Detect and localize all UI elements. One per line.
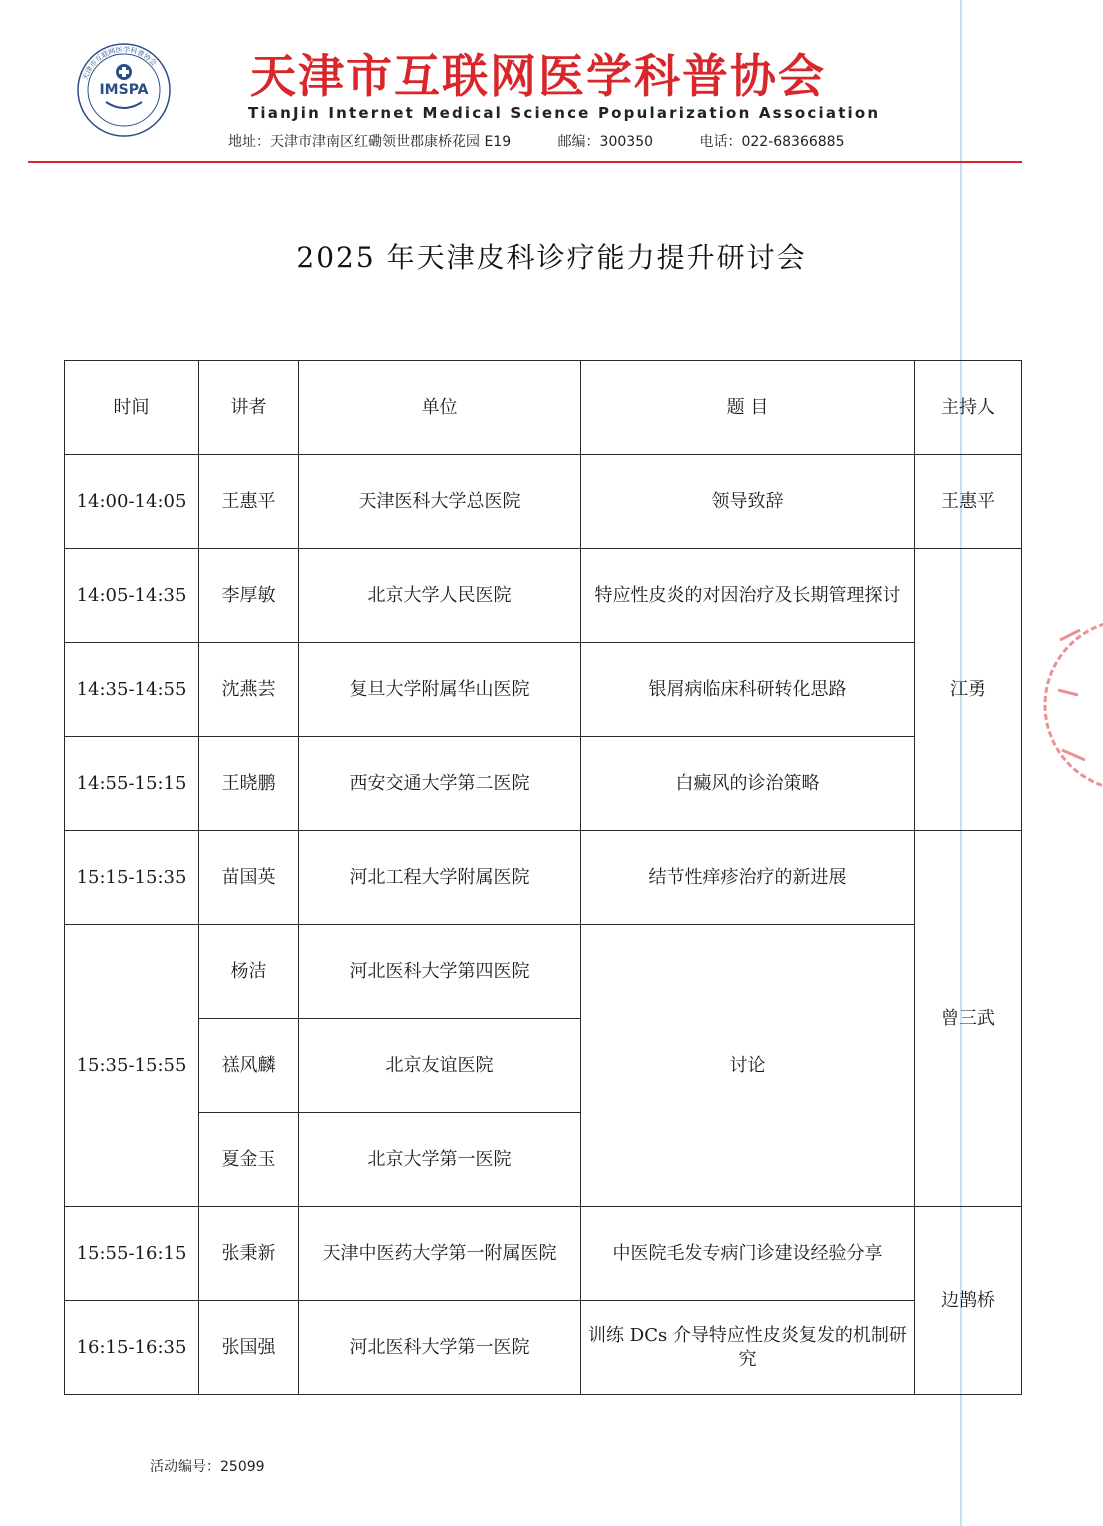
topic-cell: 银屑病临床科研转化思路 [581,643,915,737]
org-cell: 西安交通大学第二医院 [299,737,581,831]
org-cell: 河北医科大学第一医院 [299,1301,581,1395]
speaker-cell: 张国强 [199,1301,299,1395]
topic-cell: 讨论 [581,925,915,1207]
logo-text: IMSPA [99,82,149,98]
time-cell: 14:35-14:55 [65,643,199,737]
org-cell: 河北工程大学附属医院 [299,831,581,925]
speaker-cell: 杨洁 [199,925,299,1019]
topic-cell: 特应性皮炎的对因治疗及长期管理探讨 [581,549,915,643]
host-cell: 江勇 [915,549,1022,831]
speaker-cell: 王惠平 [199,455,299,549]
org-cell: 复旦大学附属华山医院 [299,643,581,737]
header-org: 单位 [299,361,581,455]
topic-cell: 中医院毛发专病门诊建设经验分享 [581,1207,915,1301]
host-cell: 边鹊桥 [915,1207,1022,1395]
table-header-row [65,361,1022,455]
table-row [65,455,1022,549]
topic-cell: 训练 DCs 介导特应性皮炎复发的机制研究 [581,1301,915,1395]
speaker-cell: 张秉新 [199,1207,299,1301]
table-row [65,1207,1022,1301]
speaker-cell: 沈燕芸 [199,643,299,737]
speaker-cell: 禚风麟 [199,1019,299,1113]
org-cell: 天津中医药大学第一附属医院 [299,1207,581,1301]
org-cell: 北京大学人民医院 [299,549,581,643]
host-cell: 王惠平 [915,455,1022,549]
topic-cell: 结节性痒疹治疗的新进展 [581,831,915,925]
topic-cell: 领导致辞 [581,455,915,549]
header-divider [28,161,1022,163]
table-row [65,643,1022,737]
header-time: 时间 [65,361,199,455]
imspa-logo-icon [76,42,172,138]
header-host: 主持人 [915,361,1022,455]
table-row [65,549,1022,643]
time-cell: 16:15-16:35 [65,1301,199,1395]
org-cell: 天津医科大学总医院 [299,455,581,549]
activity-id: 活动编号：25099 [150,1459,265,1475]
table-row [65,1301,1022,1395]
time-cell: 15:55-16:15 [65,1207,199,1301]
time-cell: 14:00-14:05 [65,455,199,549]
header-speaker: 讲者 [199,361,299,455]
document-title: 2025 年天津皮科诊疗能力提升研讨会 [296,241,807,274]
org-cell: 河北医科大学第四医院 [299,925,581,1019]
speaker-cell: 夏金玉 [199,1113,299,1207]
org-cell: 北京友谊医院 [299,1019,581,1113]
logo-ring-text: 天津市互联网医学科普协会 [81,45,159,82]
time-cell: 15:15-15:35 [65,831,199,925]
topic-cell: 白癜风的诊治策略 [581,737,915,831]
org-name-cn: 天津市互联网医学科普协会 [250,49,826,103]
speaker-cell: 苗国英 [199,831,299,925]
table-row [65,831,1022,925]
schedule-table [64,360,1022,1395]
contact-line [228,131,845,151]
time-cell: 15:35-15:55 [65,925,199,1207]
partial-seal-stamp-icon [1040,600,1103,810]
speaker-cell: 王晓鹏 [199,737,299,831]
org-name-en: TianJin Internet Medical Science Popularization Association [248,104,881,122]
time-cell: 14:05-14:35 [65,549,199,643]
speaker-cell: 李厚敏 [199,549,299,643]
host-cell: 曾三武 [915,831,1022,1207]
header-topic: 题 目 [581,361,915,455]
table-row [65,925,1022,1019]
org-cell: 北京大学第一医院 [299,1113,581,1207]
table-row [65,737,1022,831]
phone: 电话：022-68366885 [699,134,845,150]
address: 地址：天津市津南区红磡领世郡康桥花园 E19 [228,134,512,150]
time-cell: 14:55-15:15 [65,737,199,831]
postcode: 邮编：300350 [557,134,654,150]
